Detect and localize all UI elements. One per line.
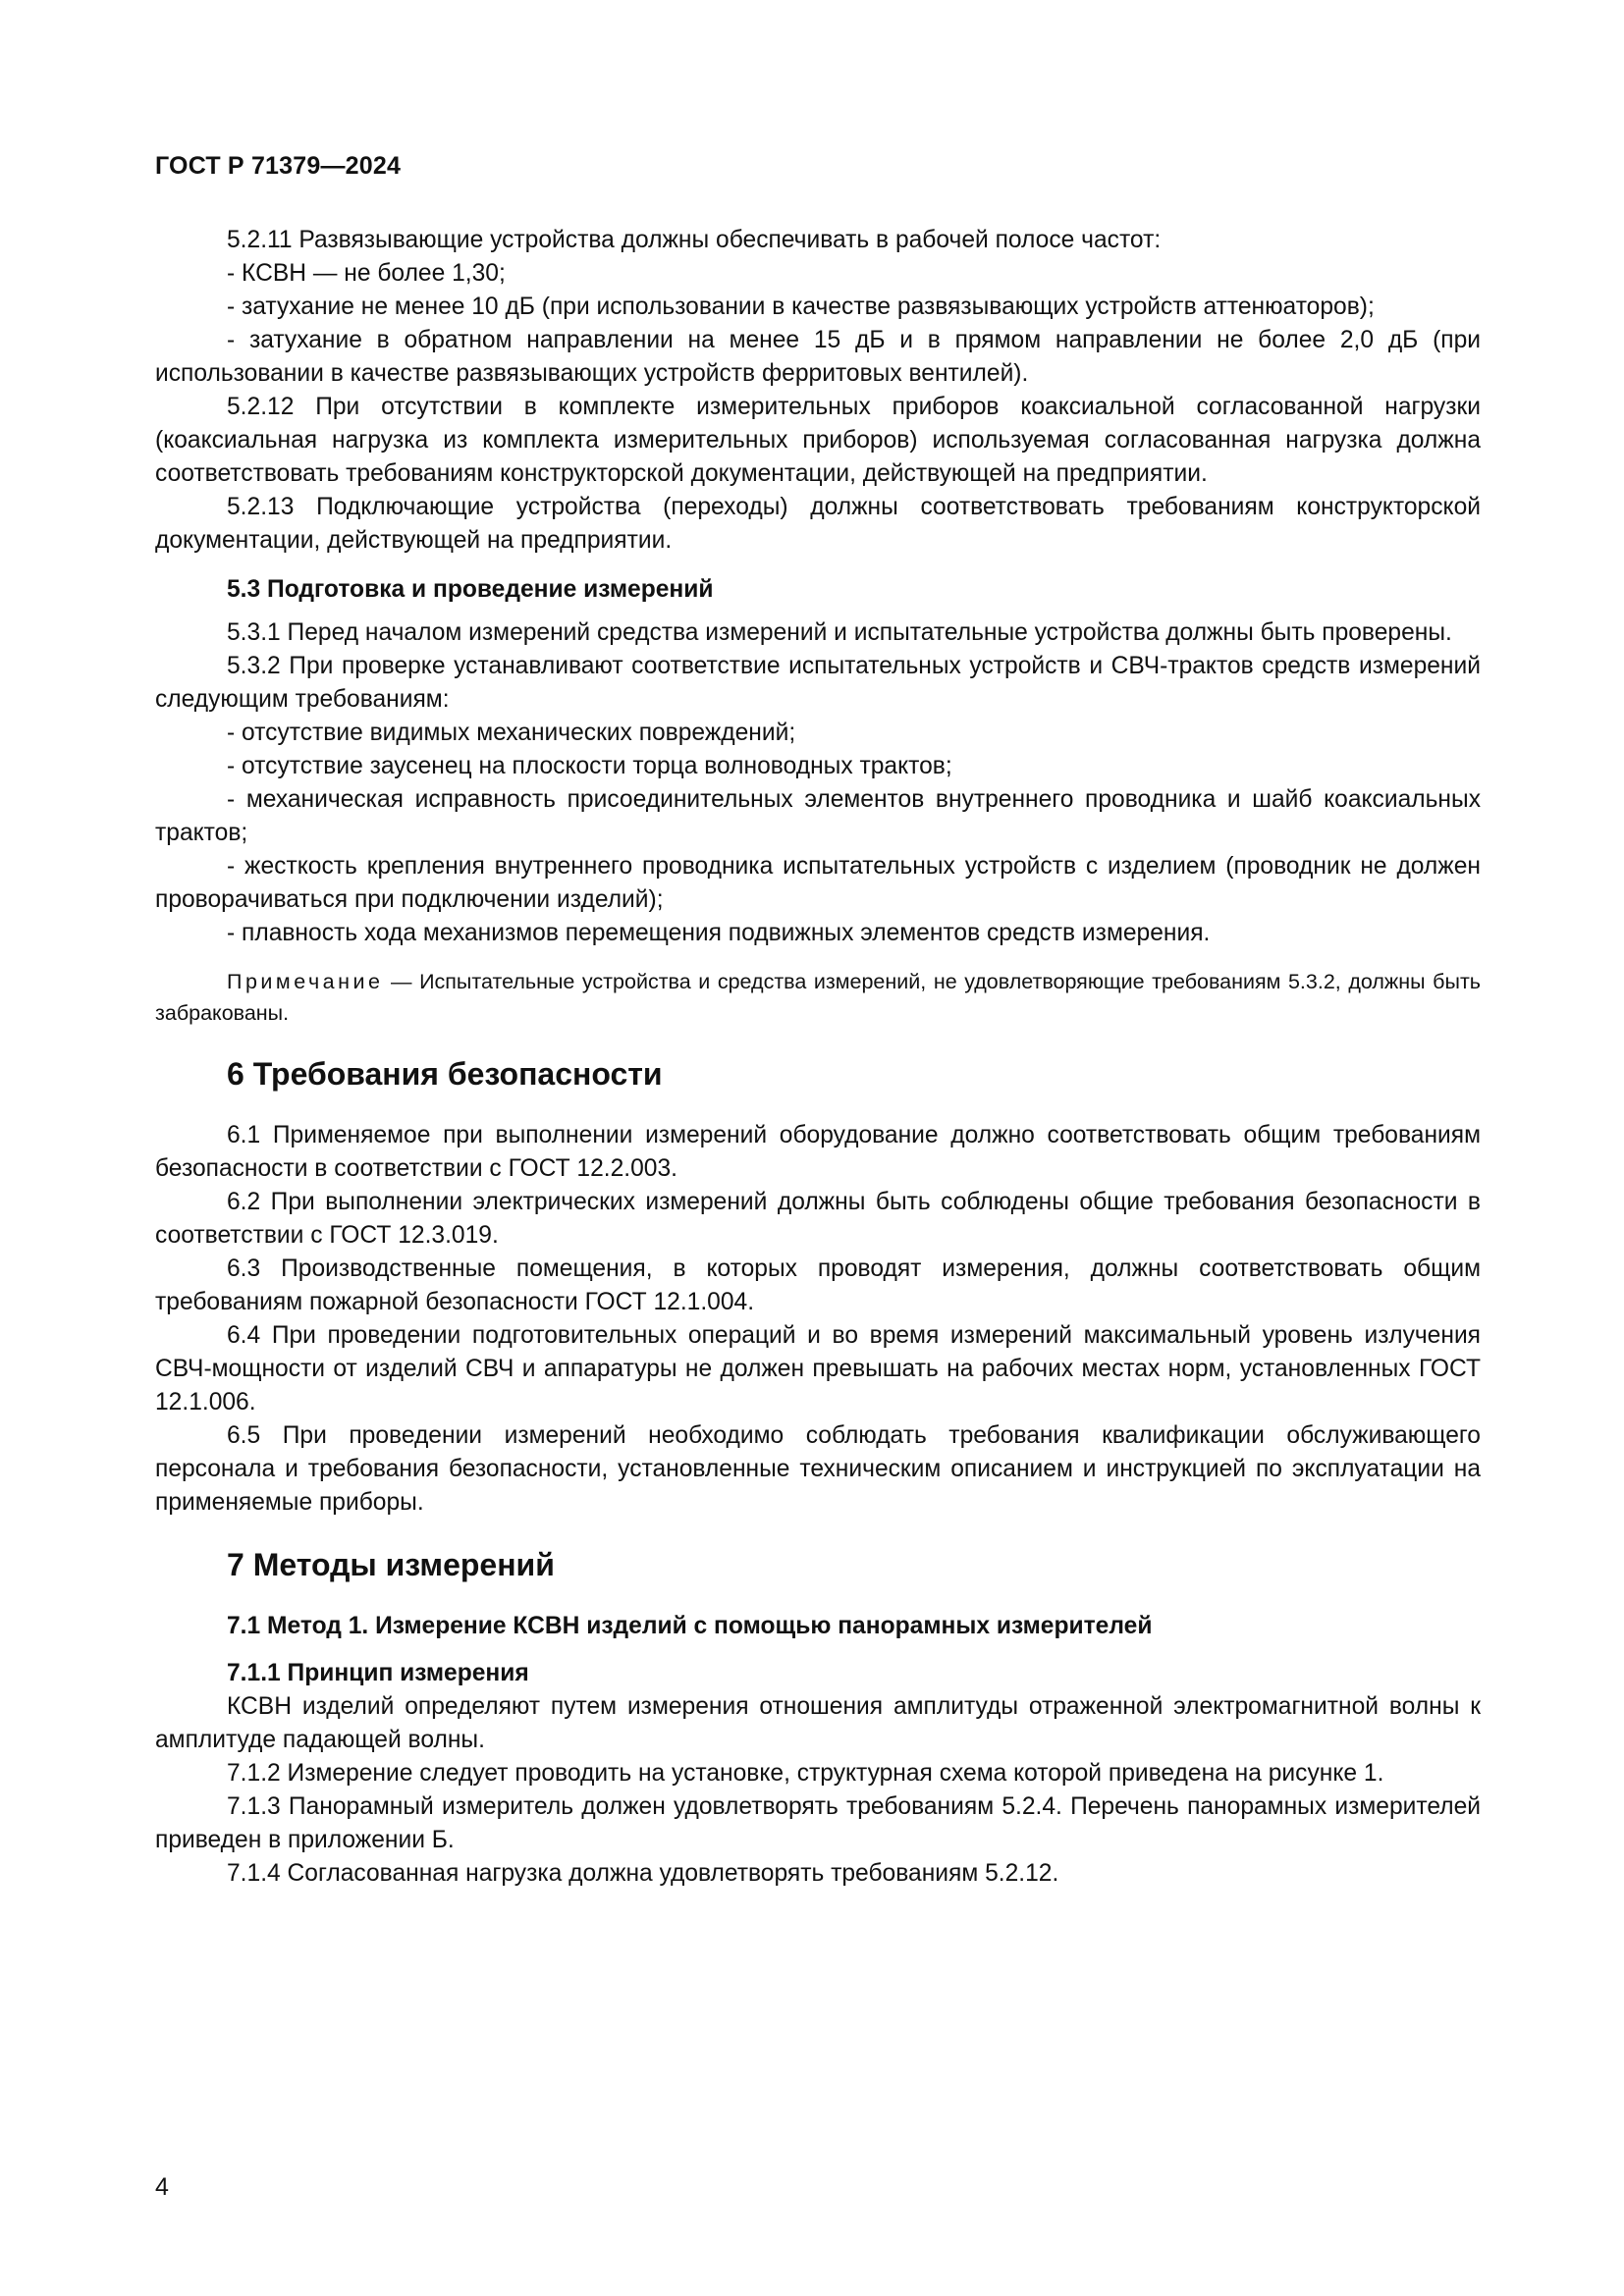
paragraph-7-1-3: 7.1.3 Панорамный измеритель должен удовлетворять требованиям 5.2.4. Перечень панорамных измерителей приведен в приложении Б.	[155, 1793, 1481, 1853]
paragraph-7-1-1: КСВН изделий определяют путем измерения отношения амплитуды отраженной электромагнитной волны к амплитуде падающей волны.	[155, 1693, 1481, 1753]
paragraph-6-2: 6.2 При выполнении электрических измерений должны быть соблюдены общие требования безопасности в соответствии с ГОСТ 12.3.019.	[155, 1189, 1481, 1249]
paragraph-5-3-2: 5.3.2 При проверке устанавливают соответствие испытательных устройств и СВЧ-трактов средств измерений следующим требованиям:	[155, 653, 1481, 713]
list-item: - отсутствие заусенец на плоскости торца волноводных трактов;	[227, 753, 952, 779]
paragraph-7-1-2: 7.1.2 Измерение следует проводить на установке, структурная схема которой приведена на рисунке 1.	[227, 1760, 1384, 1787]
list-item: - КСВН — не более 1,30;	[227, 260, 506, 287]
list-item: - плавность хода механизмов перемещения подвижных элементов средств измерения.	[227, 920, 1211, 946]
note-text: — Испытательные устройства и средства измерений, не удовлетворяющие требованиям 5.3.2, должны быть забракованы.	[155, 970, 1481, 1025]
paragraph-7-1-4: 7.1.4 Согласованная нагрузка должна удовлетворять требованиям 5.2.12.	[227, 1860, 1059, 1887]
list-item: - отсутствие видимых механических повреждений;	[227, 720, 796, 746]
subsection-heading-7-1-1: 7.1.1 Принцип измерения	[227, 1660, 529, 1686]
document-header: ГОСТ Р 71379—2024	[155, 152, 402, 180]
note	[155, 966, 1481, 1029]
subsection-heading-7-1: 7.1 Метод 1. Измерение КСВН изделий с помощью панорамных измерителей	[227, 1613, 1153, 1639]
subsection-heading-5-3: 5.3 Подготовка и проведение измерений	[227, 576, 714, 603]
paragraph-5-2-13: 5.2.13 Подключающие устройства (переходы) должны соответствовать требованиям конструкторской документации, действующей на предприятии.	[155, 494, 1481, 554]
page-body	[155, 224, 1481, 1891]
paragraph-5-2-11: 5.2.11 Развязывающие устройства должны обеспечивать в рабочей полосе частот:	[227, 227, 1162, 253]
note-label: Примечание	[227, 970, 384, 993]
paragraph-5-2-12: 5.2.12 При отсутствии в комплекте измерительных приборов коаксиальной согласованной нагрузки (коаксиальная нагрузка из комплекта измерительных приборов) используемая согласованная нагрузка должна соответствовать требованиям конструкторской документации, действующей на предприятии.	[155, 394, 1481, 487]
paragraph-6-5: 6.5 При проведении измерений необходимо соблюдать требования квалификации обслуживающего персонала и требования безопасности, установленные техническим описанием и инструкцией по эксплуатации на применяемые приборы.	[155, 1422, 1481, 1516]
list-item: - жесткость крепления внутреннего проводника испытательных устройств с изделием (проводник не должен проворачиваться при подключении изделий);	[155, 853, 1481, 913]
list-item: - механическая исправность присоединительных элементов внутреннего проводника и шайб коаксиальных трактов;	[155, 786, 1481, 846]
paragraph-6-1: 6.1 Применяемое при выполнении измерений оборудование должно соответствовать общим требованиям безопасности в соответствии с ГОСТ 12.2.003.	[155, 1122, 1481, 1182]
paragraph-6-4: 6.4 При проведении подготовительных операций и во время измерений максимальный уровень излучения СВЧ-мощности от изделий СВЧ и аппаратуры не должен превышать на рабочих местах норм, установленных ГОСТ 12.1.006.	[155, 1322, 1481, 1415]
section-heading-6: 6 Требования безопасности	[227, 1056, 663, 1092]
list-item: - затухание не менее 10 дБ (при использовании в качестве развязывающих устройств аттенюаторов);	[227, 294, 1375, 320]
section-heading-7: 7 Методы измерений	[227, 1547, 555, 1582]
list-item: - затухание в обратном направлении на менее 15 дБ и в прямом направлении не более 2,0 дБ (при использовании в качестве развязывающих устройств ферритовых вентилей).	[155, 327, 1481, 387]
paragraph-6-3: 6.3 Производственные помещения, в которых проводят измерения, должны соответствовать общим требованиям пожарной безопасности ГОСТ 12.1.004.	[155, 1255, 1481, 1315]
paragraph-5-3-1: 5.3.1 Перед началом измерений средства измерений и испытательные устройства должны быть проверены.	[227, 619, 1452, 646]
page-number: 4	[155, 2173, 169, 2201]
